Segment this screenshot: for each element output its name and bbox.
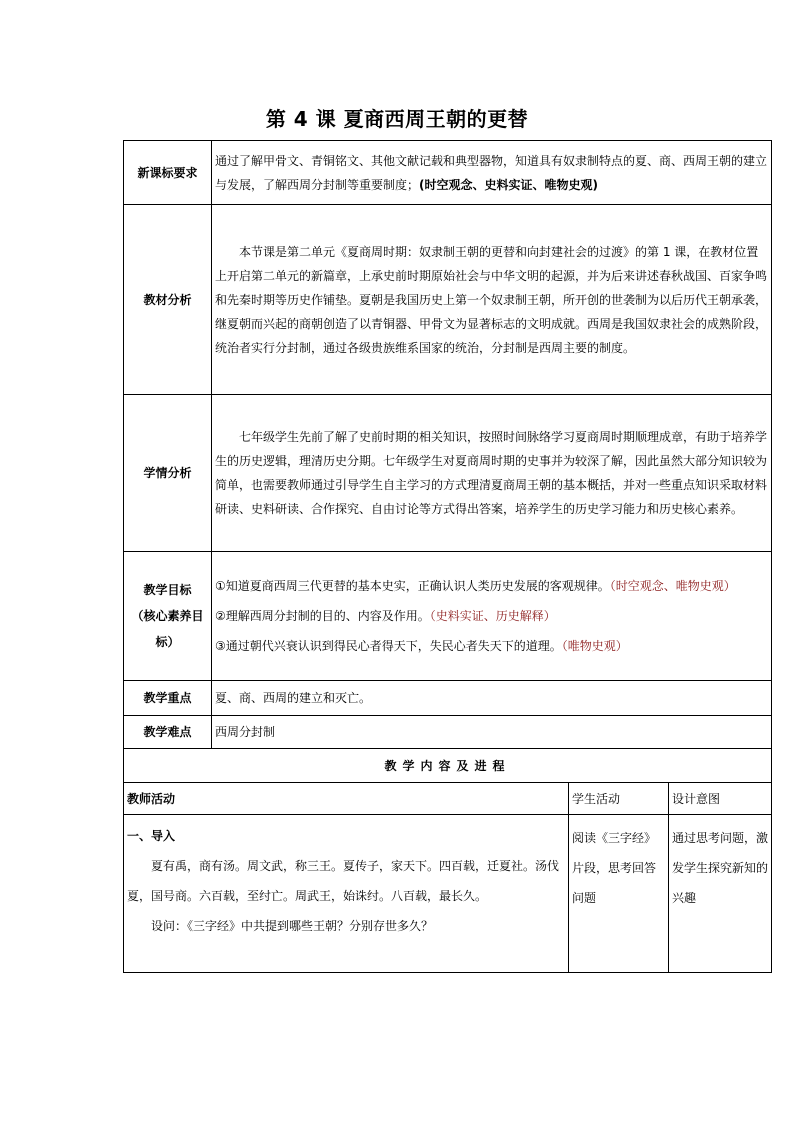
students-row	[124, 395, 772, 552]
textbook-row	[124, 205, 772, 395]
standard-content	[212, 141, 772, 205]
goal-1-tag: （时空观念、唯物史观）	[609, 579, 736, 593]
standard-tags: (时空观念、史料实证、唯物史观)	[419, 177, 598, 192]
standard-label: 新课标要求	[124, 141, 212, 205]
intro-design-intent: 通过思考问题，激发学生探究新知的兴趣	[669, 815, 772, 973]
key-point-label: 教学重点	[124, 681, 212, 716]
goal-2-text: ②理解西周分封制的目的、内容及作用。	[215, 609, 430, 623]
intro-text: 夏有禹，商有汤。周文武，称三王。夏传子，家天下。四百载，迁夏社。汤伐夏，国号商。六百载，至纣亡。周武王，始诛纣。八百载，最长久。	[127, 859, 560, 903]
goal-3	[215, 631, 768, 661]
goal-1	[215, 571, 768, 601]
textbook-label: 教材分析	[124, 205, 212, 395]
intro-row	[124, 815, 772, 973]
col-teacher-activity: 教师活动	[124, 783, 569, 815]
process-heading: 教学内容及进程	[124, 749, 772, 783]
page-title: 第 4 课 夏商西周王朝的更替	[265, 107, 529, 131]
lesson-plan-table	[123, 140, 772, 973]
goal-1-text: ①知道夏商西周三代更替的基本史实，正确认识人类历史发展的客观规律。	[215, 579, 610, 593]
goals-row	[124, 552, 772, 681]
goal-2	[215, 601, 768, 631]
students-content: 七年级学生先前了解了史前时期的相关知识，按照时间脉络学习夏商周时期顺理成章，有助于培养学生的历史逻辑，理清历史分期。七年级学生对夏商周时期的史事并为较深了解，因此虽然大部分知识较为简单，也需要教师通过引导学生自主学习的方式理清夏商周王朝的基本概括，并对一些重点知识采取材料研读、史料研读、合作探究、自由讨论等方式得出答案，培养学生的历史学习能力和历史核心素养。	[212, 395, 772, 552]
process-heading-row	[124, 749, 772, 783]
key-point-row	[124, 681, 772, 716]
difficulty-label: 教学难点	[124, 716, 212, 749]
difficulty-content: 西周分封制	[212, 716, 772, 749]
students-label: 学情分析	[124, 395, 212, 552]
difficulty-row	[124, 716, 772, 749]
intro-title: 一、导入	[127, 829, 176, 843]
intro-student-activity: 阅读《三字经》片段，思考回答问题	[569, 815, 669, 973]
goals-label-line3: 标）	[155, 635, 180, 649]
goals-label	[124, 552, 212, 681]
goals-label-line1: 教学目标	[143, 583, 192, 597]
goal-3-text: ③通过朝代兴衰认识到得民心者得天下，失民心者失天下的道理。	[215, 639, 562, 653]
standard-text: 通过了解甲骨文、青铜铭文、其他文献记载和典型器物，知道具有奴隶制特点的夏、商、西周王朝的建立与发展，了解西周分封制等重要制度；	[215, 153, 768, 192]
standard-row	[124, 141, 772, 205]
goal-3-tag: （唯物史观）	[561, 639, 628, 653]
textbook-content: 本节课是第二单元《夏商周时期：奴隶制王朝的更替和向封建社会的过渡》的第 1 课，在教材位置上开启第二单元的新篇章，上承史前时期原始社会与中华文明的起源，并为后来讲述春秋战国、百家争鸣和先秦时期等历史作铺垫。夏朝是我国历史上第一个奴隶制王朝，所开创的世袭制为以后历代王朝承袭，继夏朝而兴起的商朝创造了以青铜器、甲骨文为显著标志的文明成就。西周是我国奴隶社会的成熟阶段，统治者实行分封制，通过各级贵族维系国家的统治，分封制是西周主要的制度。	[212, 205, 772, 395]
intro-question: 设问：《三字经》中共提到哪些王朝？分别存世多久？	[151, 919, 434, 933]
process-column-headers	[124, 783, 772, 815]
intro-teacher-cell	[124, 815, 569, 973]
key-point-content: 夏、商、西周的建立和灭亡。	[212, 681, 772, 716]
col-student-activity: 学生活动	[569, 783, 669, 815]
goal-2-tag: （史料实证、历史解释）	[429, 609, 556, 623]
goals-content	[212, 552, 772, 681]
goals-label-line2: （核心素养目	[131, 609, 204, 623]
col-design-intent: 设计意图	[669, 783, 772, 815]
